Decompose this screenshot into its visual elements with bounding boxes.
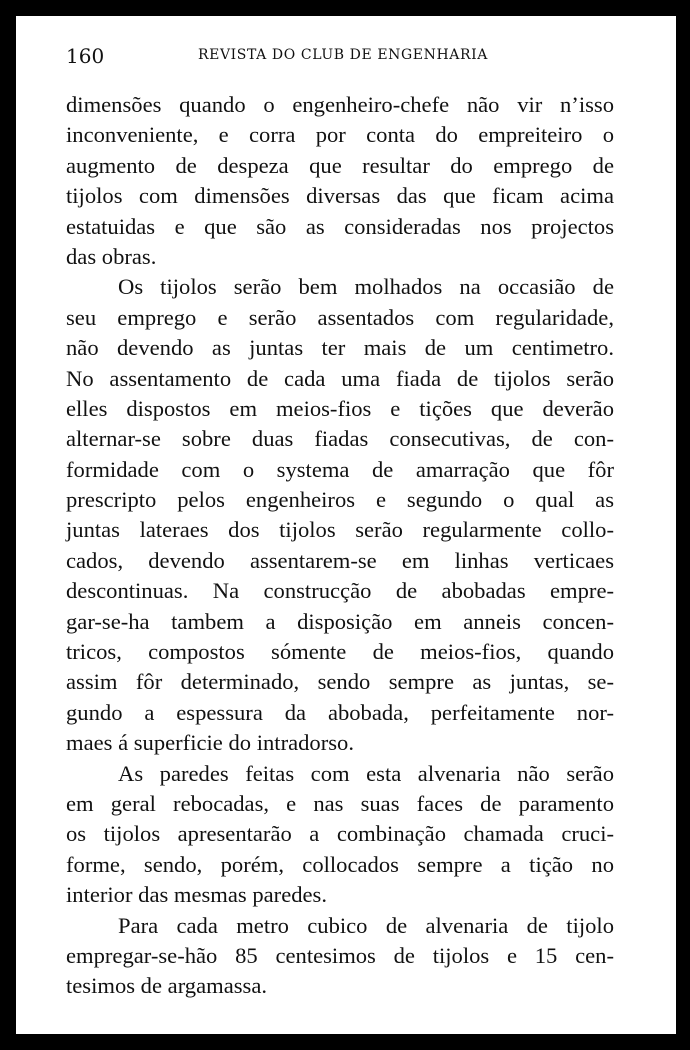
- paragraph-4: [66, 911, 614, 1002]
- text-line: prescripto pelos engenheiros e segundo o qual as: [66, 487, 614, 513]
- text-line: estatuidas e que são as consideradas nos projectos: [66, 213, 614, 239]
- text-line: forme, sendo, porém, collocados sempre a tição no: [66, 851, 614, 877]
- paragraph-1: [66, 90, 614, 272]
- text-line: Para cada metro cubico de alvenaria de tijolo: [118, 912, 614, 938]
- running-head: REVISTA DO CLUB DE ENGENHARIA: [198, 47, 488, 63]
- text-line: assim fôr determinado, sendo sempre as juntas, se-: [66, 669, 614, 695]
- paragraph-2: [66, 272, 614, 758]
- body-text: [66, 90, 614, 1002]
- text-line: gundo a espessura da abobada, perfeitamente nor-: [66, 699, 614, 725]
- text-line: tijolos com dimensões diversas das que ficam acima: [66, 183, 614, 209]
- text-line: As paredes feitas com esta alvenaria não serão: [118, 760, 614, 786]
- text-line: gar-se-ha tambem a disposição em anneis concen-: [66, 608, 614, 634]
- text-line: elles dispostos em meios-fios e tições que deverão: [66, 395, 614, 421]
- text-line: alternar-se sobre duas fiadas consecutivas, de con-: [66, 426, 614, 452]
- text-line: os tijolos apresentarão a combinação chamada cruci-: [66, 821, 614, 847]
- text-line: em geral rebocadas, e nas suas faces de paramento: [66, 790, 614, 816]
- text-line: tesimos de argamassa.: [66, 973, 267, 999]
- text-line: empregar-se-hão 85 centesimos de tijolos e 15 cen-: [66, 942, 614, 968]
- text-line: seu emprego e serão assentados com regularidade,: [66, 304, 614, 330]
- text-line: dimensões quando o engenheiro-chefe não vir n’isso: [66, 92, 614, 117]
- text-line: interior das mesmas paredes.: [66, 882, 327, 908]
- book-page: [16, 16, 676, 1034]
- text-line: tricos, compostos sómente de meios-fios, quando: [66, 639, 614, 665]
- page-header: [66, 44, 636, 68]
- text-line: das obras.: [66, 243, 157, 269]
- text-line: não devendo as juntas ter mais de um centimetro.: [66, 335, 614, 361]
- page-number: 160: [66, 44, 105, 68]
- text-line: augmento de despeza que resultar do emprego de: [66, 152, 614, 178]
- text-line: juntas lateraes dos tijolos serão regularmente collo-: [66, 517, 614, 543]
- text-line: Os tijolos serão bem molhados na occasião de: [118, 274, 614, 300]
- text-line: No assentamento de cada uma fiada de tijolos serão: [66, 365, 614, 391]
- text-line: maes á superficie do intradorso.: [66, 730, 354, 756]
- text-line: cados, devendo assentarem-se em linhas verticaes: [66, 547, 614, 573]
- paragraph-3: [66, 759, 614, 911]
- text-line: formidade com o systema de amarração que fôr: [66, 456, 614, 482]
- text-line: inconveniente, e corra por conta do empreiteiro o: [66, 122, 614, 148]
- text-line: descontinuas. Na construcção de abobadas empre-: [66, 578, 614, 604]
